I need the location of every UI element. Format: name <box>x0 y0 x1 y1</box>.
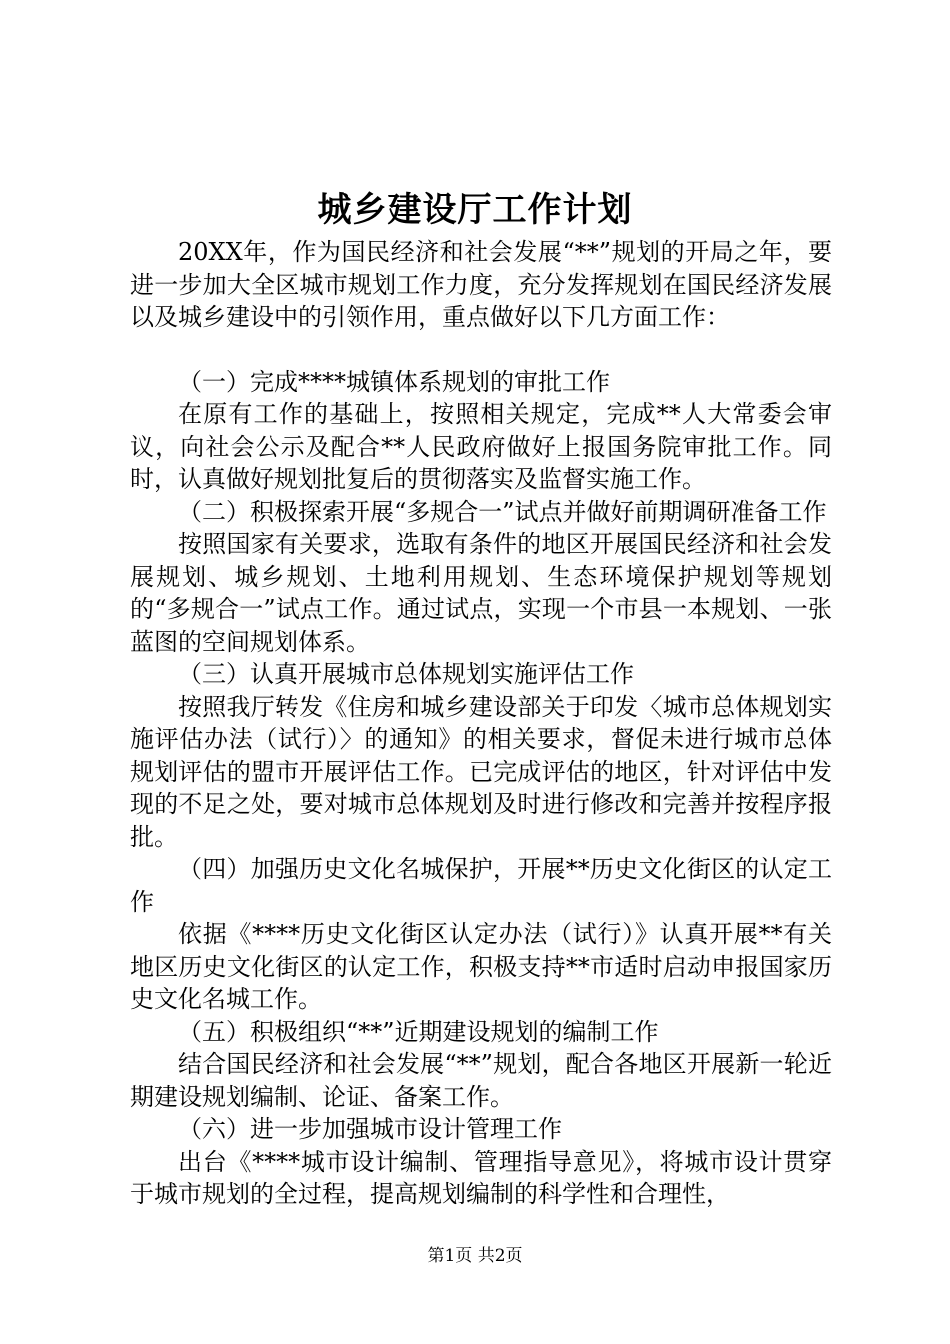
section-paragraph-1: 在原有工作的基础上，按照相关规定，完成**人大常委会审议，向社会公示及配合**人民政府做好上报国务院审批工作。同时，认真做好规划批复后的贯彻落实及监督实施工作。 <box>130 400 832 493</box>
section-heading-6: （六）进一步加强城市设计管理工作 <box>178 1115 562 1143</box>
page-footer: 第1页 共2页 <box>427 1246 523 1266</box>
section-heading-4: （四）加强历史文化名城保护，开展**历史文化街区的认定工作 <box>130 855 832 916</box>
section-paragraph-6: 出台《****城市设计编制、管理指导意见》，将城市设计贯穿于城市规划的全过程，提高规划编制的科学性和合理性， <box>130 1147 832 1208</box>
intro-paragraph: 20XX年，作为国民经济和社会发展“**”规划的开局之年，要进一步加大全区城市规划工作力度，充分发挥规划在国民经济发展以及城乡建设中的引领作用，重点做好以下几方面工作： <box>130 238 832 331</box>
section-heading-3: （三）认真开展城市总体规划实施评估工作 <box>178 660 634 688</box>
document-title: 城乡建设厅工作计划 <box>317 190 633 230</box>
section-heading-2: （二）积极探索开展“多规合一”试点并做好前期调研准备工作 <box>178 497 827 526</box>
section-paragraph-4: 依据《****历史文化街区认定办法（试行）》认真开展**有关地区历史文化街区的认定工作，积极支持**市适时启动申报国家历史文化名城工作。 <box>130 920 832 1013</box>
section-paragraph-2: 按照国家有关要求，选取有条件的地区开展国民经济和社会发展规划、城乡规划、土地利用规划、生态环境保护规划等规划的“多规合一”试点工作。通过试点，实现一个市县一本规划、一张蓝图的空间规划体系。 <box>130 530 832 656</box>
section-paragraph-3: 按照我厅转发《住房和城乡建设部关于印发〈城市总体规划实施评估办法（试行）〉的通知》的相关要求，督促未进行城市总体规划评估的盟市开展评估工作。已完成评估的地区，针对评估中发现的不足之处，要对城市总体规划及时进行修改和完善并按程序报批。 <box>130 692 832 851</box>
section-paragraph-5: 结合国民经济和社会发展“**”规划，配合各地区开展新一轮近期建设规划编制、论证、备案工作。 <box>130 1050 832 1111</box>
section-heading-1: （一）完成****城镇体系规划的审批工作 <box>178 367 610 396</box>
section-heading-5: （五）积极组织“**”近期建设规划的编制工作 <box>178 1017 659 1046</box>
document-body <box>130 236 832 1211</box>
